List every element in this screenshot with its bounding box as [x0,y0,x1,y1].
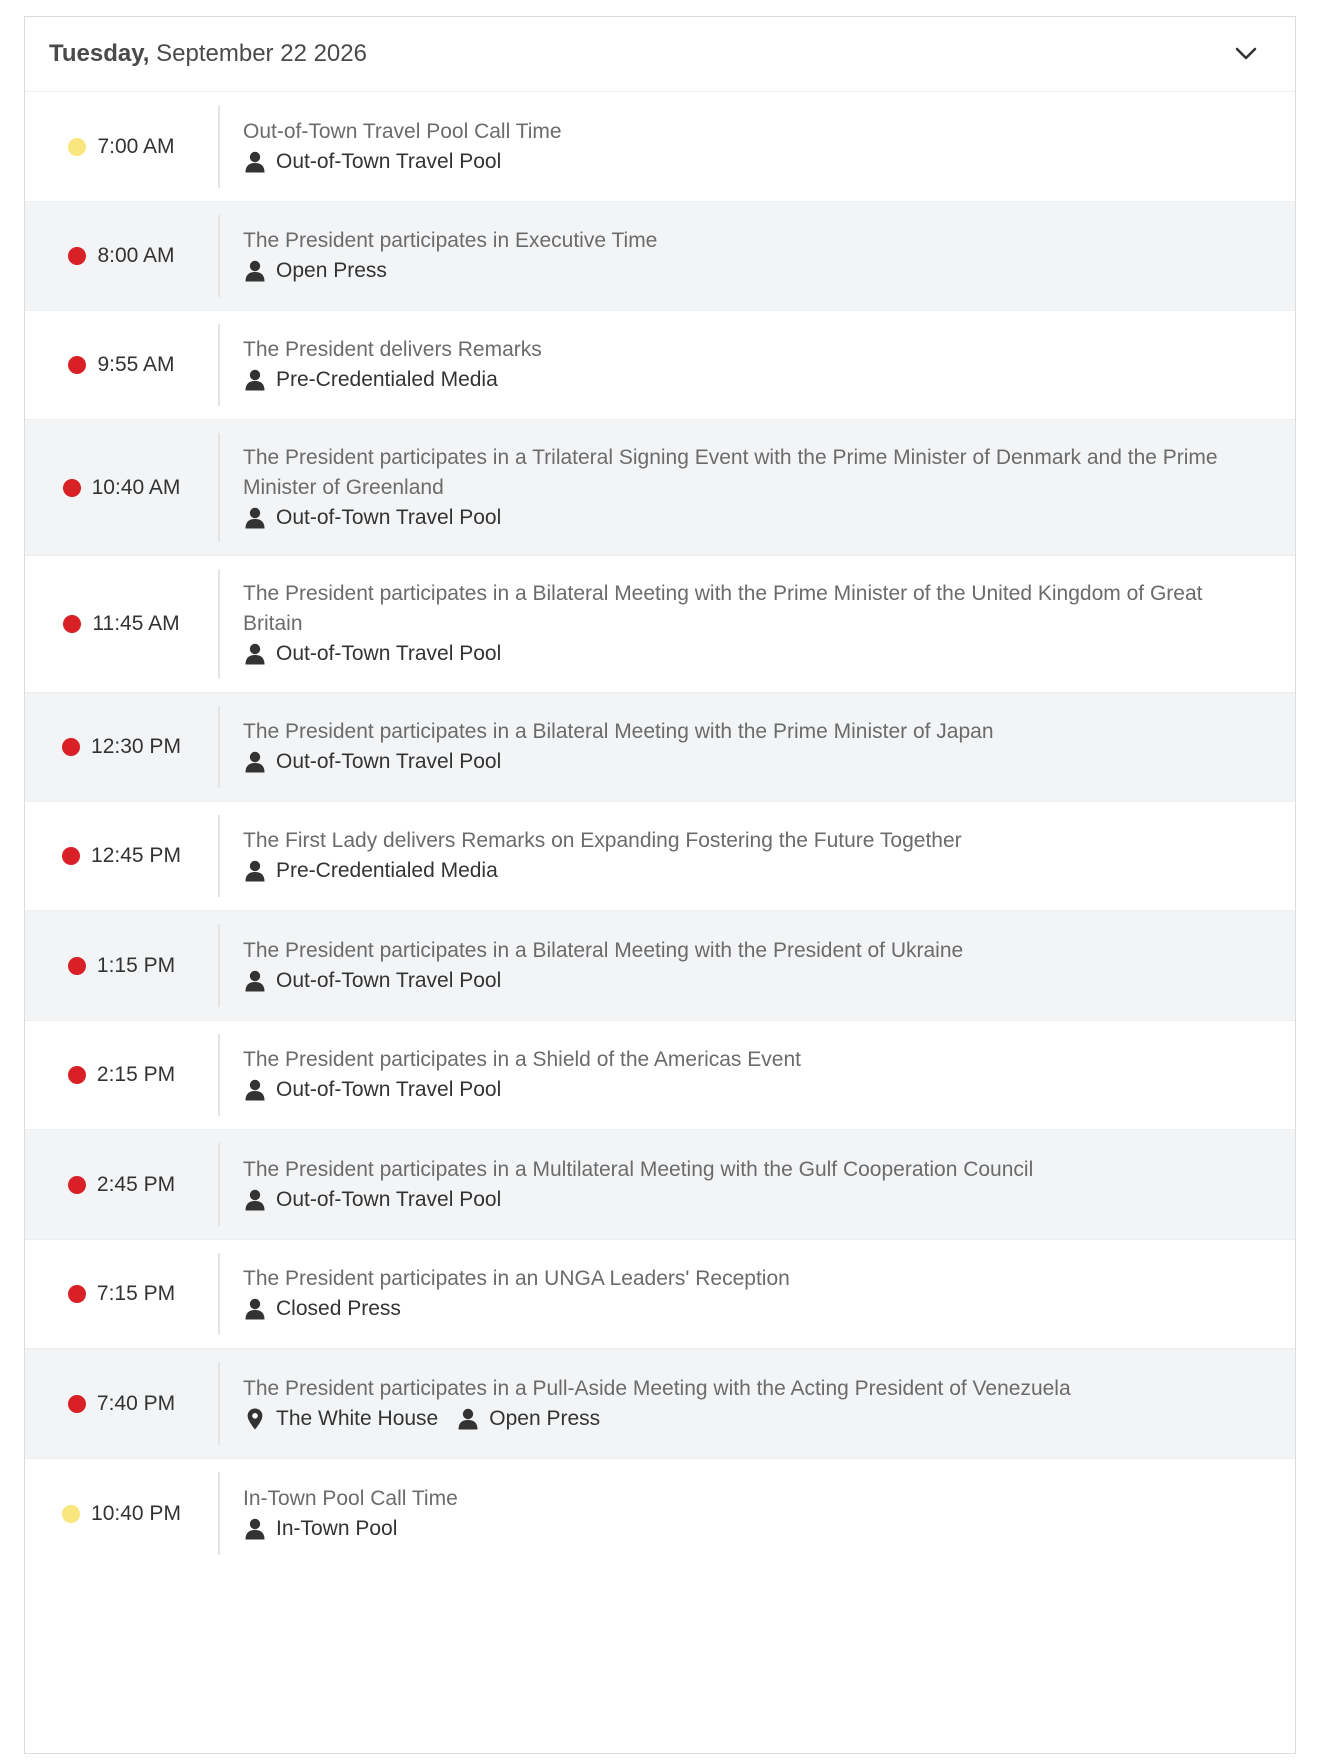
weekday: Tuesday, [49,40,150,67]
event-press-access [243,365,498,395]
event-time-cell [25,802,218,910]
person-icon [243,1517,267,1541]
event-title: In-Town Pool Call Time [243,1486,458,1510]
column-divider [218,1362,220,1445]
event-title: The President participates in a Bilateral Meeting with the Prime Minister of Japan [243,720,994,743]
person-icon [243,506,267,530]
event-time-cell [25,420,218,555]
event-row[interactable] [25,910,1295,1020]
status-dot-icon [62,738,80,756]
event-tags [243,639,1259,669]
event-tags [243,747,1259,777]
event-time-cell [25,92,218,201]
event-time: 10:40 PM [91,1501,181,1525]
person-icon [243,859,267,883]
event-time-cell [25,1240,218,1348]
event-details [243,311,1259,419]
event-details [243,802,1259,910]
event-title: The President delivers Remarks [243,338,542,361]
person-icon [243,1297,267,1321]
event-details [243,693,1259,801]
status-dot-icon [68,957,86,975]
event-press-access [243,1075,501,1105]
event-tags [243,256,1259,286]
day-title [49,40,367,68]
person-icon [243,750,267,774]
event-list [25,91,1295,1568]
event-time: 12:45 PM [91,844,181,867]
tag-label: Out-of-Town Travel Pool [276,642,502,665]
chevron-down-icon[interactable] [1231,39,1261,69]
event-press-access [243,966,501,996]
event-time-cell [25,911,218,1020]
person-icon [243,1078,267,1102]
event-row[interactable] [25,1020,1295,1129]
event-time-cell [25,556,218,692]
event-row[interactable] [25,1239,1295,1348]
event-tags [243,856,1259,886]
event-tags [243,365,1259,395]
event-details [243,92,1259,201]
event-row[interactable] [25,91,1295,201]
event-time-cell [25,693,218,801]
tag-label: Out-of-Town Travel Pool [276,505,502,529]
column-divider [218,815,220,897]
event-title: The President participates in a Trilateral Signing Event with the Prime Minister of Denmark and the Prime Minister of Greenland [243,445,1218,499]
tag-label: Out-of-Town Travel Pool [276,1078,502,1101]
event-row[interactable] [25,201,1295,310]
tag-label: Open Press [489,1406,601,1430]
person-icon [243,642,267,666]
tag-label: In-Town Pool [276,1516,398,1540]
event-press-access [243,1514,397,1544]
column-divider [218,706,220,788]
event-title: The President participates in a Bilateral Meeting with the Prime Minister of the United Kingdom of Great Britain [243,582,1203,635]
event-press-access [456,1404,600,1434]
column-divider [218,433,220,542]
status-dot-icon [68,1395,86,1413]
event-tags [243,1294,1259,1324]
schedule-card [24,16,1296,1754]
status-dot-icon [68,1176,86,1194]
event-time: 10:40 AM [91,475,181,499]
event-tags [243,1514,1259,1544]
tag-label: Out-of-Town Travel Pool [276,968,502,992]
tag-label: Out-of-Town Travel Pool [276,1187,502,1211]
day-header[interactable] [25,17,1295,91]
event-details [243,202,1259,310]
event-press-access [243,1185,501,1215]
person-icon [243,368,267,392]
person-icon [243,969,267,993]
event-details [243,1240,1259,1348]
event-press-access [243,639,501,669]
column-divider [218,1143,220,1226]
event-tags [243,503,1259,533]
event-press-access [243,856,498,886]
event-time: 1:15 PM [96,953,176,977]
status-dot-icon [68,356,86,374]
tag-label: Out-of-Town Travel Pool [276,750,502,773]
event-details [243,420,1259,555]
column-divider [218,215,220,297]
person-icon [456,1407,480,1431]
status-dot-icon [62,847,80,865]
status-dot-icon [63,479,81,497]
event-details [243,1021,1259,1129]
event-time-cell [25,1349,218,1458]
status-dot-icon [68,247,86,265]
event-details [243,1130,1259,1239]
column-divider [218,1472,220,1555]
event-title: The President participates in an UNGA Leaders' Reception [243,1267,790,1290]
tag-label: Out-of-Town Travel Pool [276,149,502,173]
person-icon [243,150,267,174]
event-time: 2:15 PM [96,1063,176,1086]
event-press-access [243,503,501,533]
event-title: The First Lady delivers Remarks on Expanding Fostering the Future Together [243,829,962,852]
event-tags [243,147,1259,177]
event-time-cell [25,1459,218,1568]
status-dot-icon [68,138,86,156]
tag-label: The White House [276,1406,439,1430]
full-date: September 22 2026 [149,40,367,67]
event-press-access [243,256,387,286]
event-title: Out-of-Town Travel Pool Call Time [243,119,562,143]
event-details [243,911,1259,1020]
event-time: 12:30 PM [91,735,181,758]
event-title: The President participates in a Pull-Aside Meeting with the Acting President of Venezuela [243,1376,1071,1400]
event-title: The President participates in a Bilateral Meeting with the President of Ukraine [243,938,964,962]
event-time: 8:00 AM [97,244,175,267]
event-time-cell [25,1130,218,1239]
event-tags [243,1185,1259,1215]
event-time-cell [25,1021,218,1129]
event-details [243,1459,1259,1568]
event-row[interactable] [25,419,1295,555]
event-row[interactable] [25,555,1295,692]
event-press-access [243,147,501,177]
event-press-access [243,1294,401,1324]
tag-label: Open Press [276,259,387,282]
event-row[interactable] [25,1129,1295,1239]
event-tags [243,966,1259,996]
event-time: 11:45 AM [92,612,180,635]
column-divider [218,569,220,679]
event-location [243,1404,438,1434]
event-tags [243,1404,1259,1434]
event-row[interactable] [25,1348,1295,1458]
column-divider [218,324,220,406]
status-dot-icon [68,1285,86,1303]
event-time: 7:15 PM [96,1282,176,1305]
event-row[interactable] [25,692,1295,801]
event-time: 2:45 PM [96,1172,176,1196]
event-row[interactable] [25,1458,1295,1568]
event-details [243,1349,1259,1458]
event-time: 9:55 AM [97,353,175,376]
status-dot-icon [62,1505,80,1523]
person-icon [243,259,267,283]
tag-label: Pre-Credentialed Media [276,368,498,391]
event-row[interactable] [25,801,1295,910]
event-time-cell [25,311,218,419]
event-title: The President participates in a Multilateral Meeting with the Gulf Cooperation Council [243,1157,1034,1181]
column-divider [218,924,220,1007]
tag-label: Closed Press [276,1297,401,1320]
event-details [243,556,1259,692]
event-time: 7:00 AM [97,134,175,158]
event-press-access [243,747,501,777]
tag-label: Pre-Credentialed Media [276,859,498,882]
status-dot-icon [68,1066,86,1084]
column-divider [218,1034,220,1116]
event-title: The President participates in a Shield of the Americas Event [243,1048,801,1071]
person-icon [243,1188,267,1212]
event-row[interactable] [25,310,1295,419]
event-title: The President participates in Executive Time [243,229,658,252]
column-divider [218,1253,220,1335]
event-time-cell [25,202,218,310]
event-tags [243,1075,1259,1105]
map-pin-icon [243,1407,267,1431]
status-dot-icon [63,615,81,633]
column-divider [218,105,220,188]
event-time: 7:40 PM [96,1391,176,1415]
